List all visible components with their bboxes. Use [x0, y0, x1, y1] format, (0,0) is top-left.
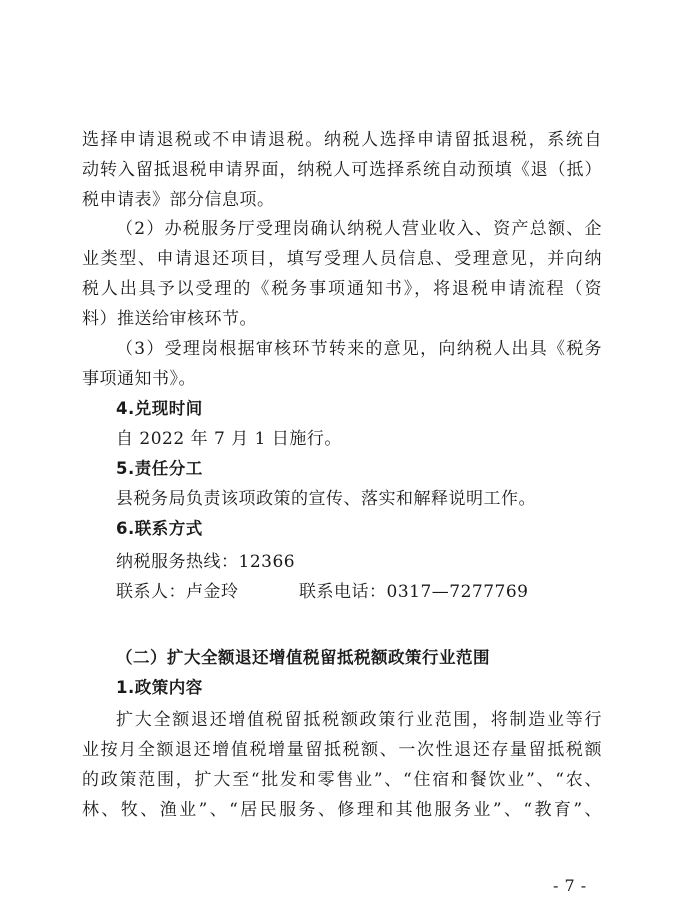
service-hotline: 纳税服务热线：12366 [116, 552, 296, 572]
paragraph-line: 业按月全额退还增值税增量留抵税额、一次性退还存量留抵税额 [82, 740, 602, 760]
paragraph-line: （2）办税服务厅受理岗确认纳税人营业收入、资产总额、企 [116, 219, 602, 239]
page-number: - 7 - [553, 876, 587, 895]
paragraph-line: 业类型、申请退还项目，填写受理人员信息、受理意见，并向纳 [82, 249, 602, 269]
paragraph-line: 林、牧、渔业”、“居民服务、修理和其他服务业”、“教育”、 [82, 800, 602, 820]
heading-contact: 6.联系方式 [116, 519, 203, 538]
paragraph-line: 的政策范围，扩大至“批发和零售业”、“住宿和餐饮业”、“农、 [82, 770, 602, 790]
heading-responsibility: 5.责任分工 [116, 459, 203, 478]
paragraph-line: （3）受理岗根据审核环节转来的意见，向纳税人出具《税务 [116, 339, 602, 359]
heading-redemption-time: 4.兑现时间 [116, 399, 203, 418]
contact-person: 联系人：卢金玲 [116, 582, 239, 602]
section-two-subheading: 1.政策内容 [116, 678, 203, 697]
paragraph-line: 选择申请退税或不申请退税。纳税人选择申请留抵退税，系统自 [82, 130, 602, 150]
paragraph-line: 自 2022 年 7 月 1 日施行。 [116, 429, 342, 449]
paragraph-line: 县税务局负责该项政策的宣传、落实和解释说明工作。 [116, 489, 536, 509]
paragraph-line: 税申请表》部分信息项。 [82, 190, 275, 210]
paragraph-line: 动转入留抵退税申请界面，纳税人可选择系统自动预填《退（抵） [82, 160, 602, 180]
paragraph-line: 扩大全额退还增值税留抵税额政策行业范围，将制造业等行 [116, 710, 602, 730]
paragraph-line: 料）推送给审核环节。 [82, 309, 257, 329]
section-two-title: （二）扩大全额退还增值税留抵税额政策行业范围 [116, 648, 490, 667]
contact-phone: 联系电话：0317—7277769 [299, 582, 529, 602]
paragraph-line: 事项通知书》。 [82, 369, 196, 389]
paragraph-line: 税人出具予以受理的《税务事项通知书》，将退税申请流程（资 [82, 279, 602, 299]
